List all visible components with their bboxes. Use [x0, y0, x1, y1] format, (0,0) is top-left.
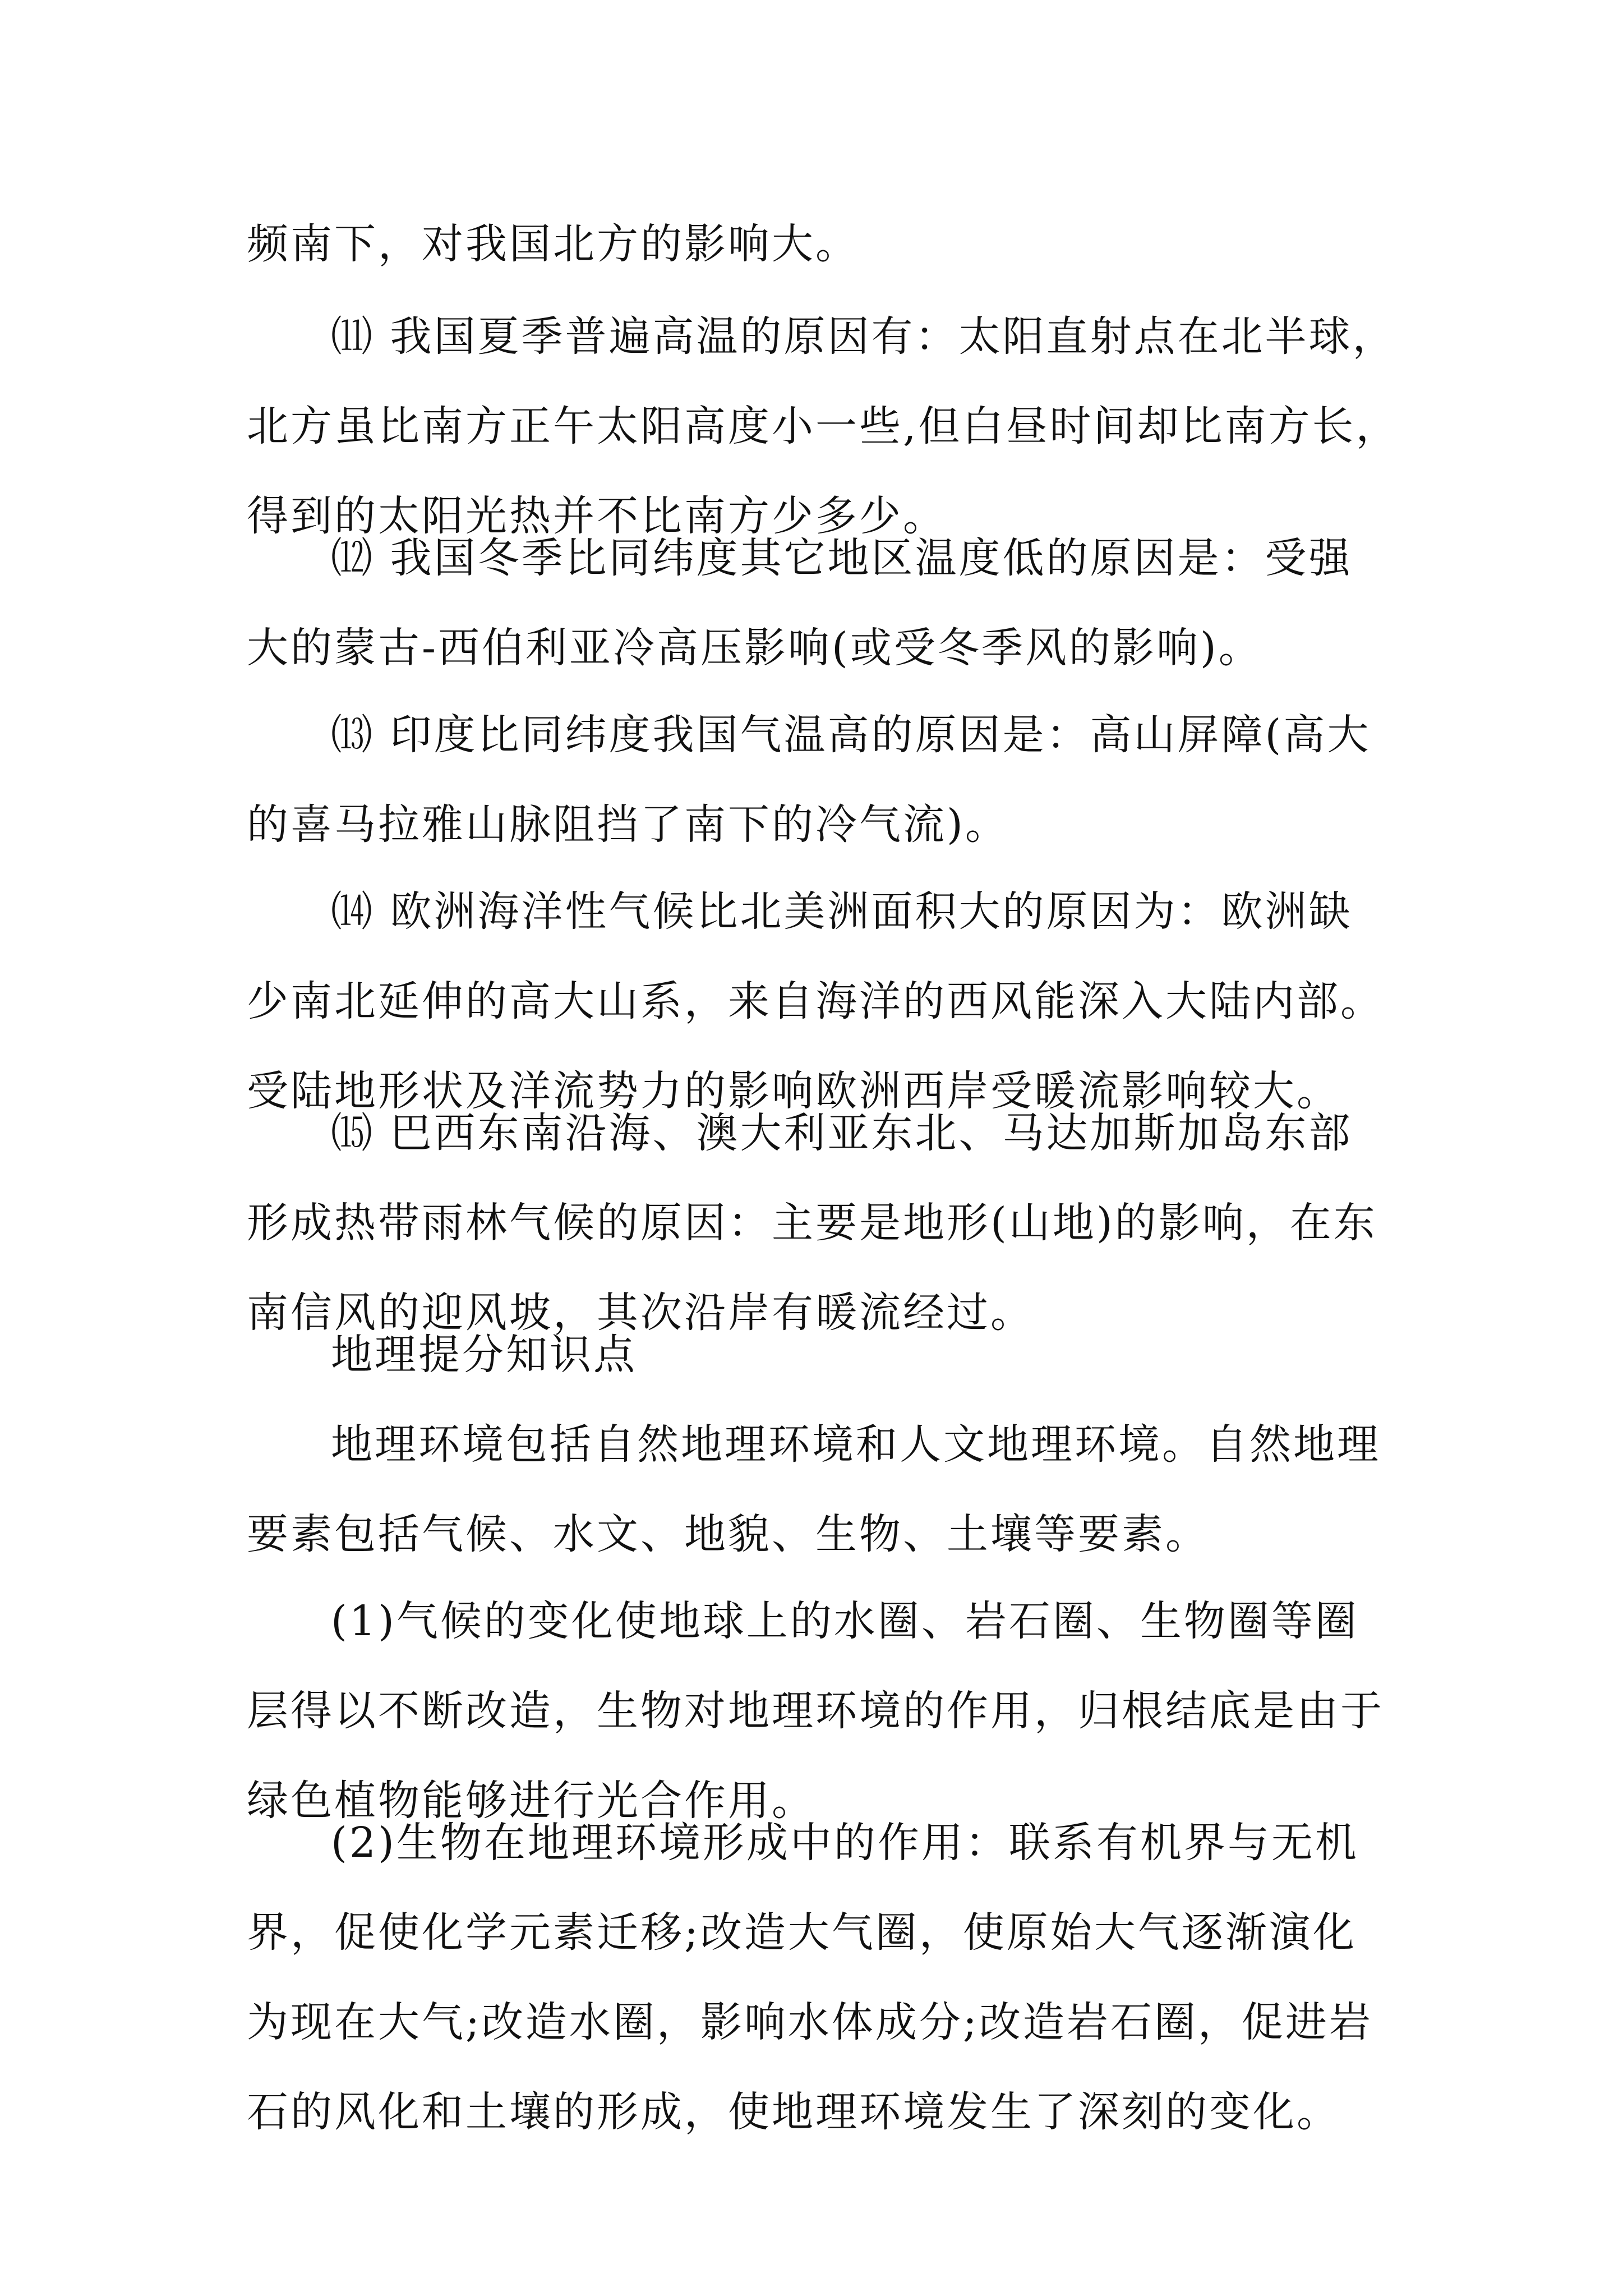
text-line: ⑿ 我国冬季比同纬度其它地区温度低的原因是：受强 — [331, 534, 1353, 582]
paragraph-item-12 — [247, 513, 1424, 693]
text-line: 南信风的迎风坡，其次沿岸有暖流经过。 — [247, 1289, 1034, 1337]
text-line: 层得以不断改造，生物对地理环境的作用，归根结底是由于 — [247, 1687, 1384, 1735]
text-line: 地理提分知识点 — [331, 1331, 637, 1379]
text-line: 的喜马拉雅山脉阻挡了南下的冷气流)。 — [247, 800, 1009, 849]
text-line: ⒂ 巴西东南沿海、澳大利亚东北、马达加斯加岛东部 — [331, 1109, 1353, 1157]
text-line: (1)气候的变化使地球上的水圈、岩石圈、生物圈等圈 — [331, 1597, 1359, 1645]
text-line: ⒀ 印度比同纬度我国气温高的原因是：高山屏障(高大 — [331, 711, 1371, 759]
section-heading — [247, 1310, 1424, 1400]
text-line: ⑾ 我国夏季普遍高温的原因有：太阳直射点在北半球， — [331, 312, 1396, 361]
text-line: 大的蒙古-西伯利亚冷高压影响(或受冬季风的影响)。 — [247, 624, 1262, 672]
text-line: 形成热带雨林气候的原因：主要是地形(山地)的影响，在东 — [247, 1199, 1377, 1247]
text-line: 地理环境包括自然地理环境和人文地理环境。自然地理 — [331, 1420, 1381, 1469]
text-line: (2)生物在地理环境形成中的作用：联系有机界与无机 — [331, 1819, 1359, 1867]
text-line: 为现在大气;改造水圈，影响水体成分;改造岩石圈，促进岩 — [247, 1998, 1373, 2046]
text-line: 要素包括气候、水文、地貌、生物、土壤等要素。 — [247, 1510, 1209, 1558]
paragraph-item-13 — [247, 690, 1424, 869]
text-line: 石的风化和土壤的形成，使地理环境发生了深刻的变化。 — [247, 2088, 1340, 2136]
text-line: 绿色植物能够进行光合作用。 — [247, 1777, 815, 1825]
text-line: 频南下，对我国北方的影响大。 — [247, 220, 859, 268]
text-line: 界，促使化学元素迁移;改造大气圈，使原始大气逐渐演化 — [247, 1908, 1357, 1957]
text-line: 北方虽比南方正午太阳高度小一些,但白昼时间却比南方长， — [247, 402, 1400, 450]
paragraph-geo-environment — [247, 1400, 1424, 1579]
text-line: 得到的太阳光热并不比南方少多少。 — [247, 492, 947, 540]
text-line: 受陆地形状及洋流势力的影响欧洲西岸受暖流影响较大。 — [247, 1067, 1340, 1115]
paragraph-point-2 — [247, 1798, 1424, 2157]
text-line: 少南北延伸的高大山系，来自海洋的西风能深入大陆内部。 — [247, 977, 1384, 1025]
text-line: ⒁ 欧洲海洋性气候比北美洲面积大的原因为：欧洲缺 — [331, 887, 1353, 936]
paragraph-continuation — [247, 199, 1424, 289]
